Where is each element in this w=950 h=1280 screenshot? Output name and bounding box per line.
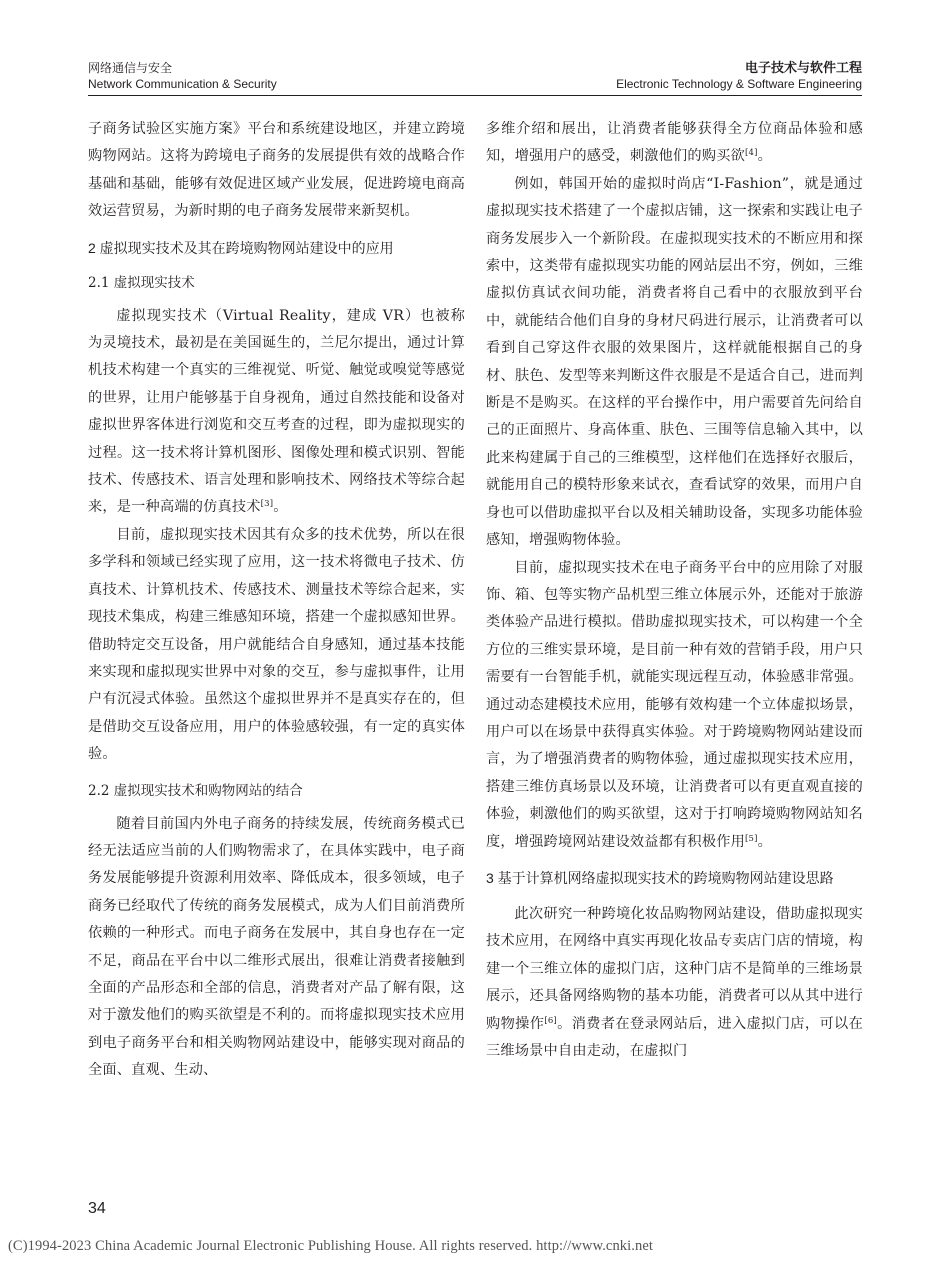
paragraph-continuation: 多维介绍和展出，让消费者能够获得全方位商品体验和感知，增强用户的感受，刺激他们的购买欲[4]。 (486, 121, 863, 165)
journal-title-en: Electronic Technology & Software Engineering (616, 77, 862, 91)
citation-3[interactable]: [3] (260, 499, 274, 510)
section-heading-2: 2 虚拟现实技术及其在跨境购物网站建设中的应用 (88, 239, 394, 256)
paragraph-vr-definition: 虚拟现实技术（Virtual Reality，建成 VR）也被称为灵境技术，最初是在美国诞生的，兰尼尔提出，通过计算机技术构建一个真实的三维视觉、听觉、触觉或嗅觉等感觉的世界，让用户能够基于自身视角，通过自然技能和设备对虚拟世界客体进行浏览和交互考查的过程，即为虚拟现实的过程。这一技术将计算机图形、图像处理和模式识别、智能技术、传感技术、语言处理和影响技术、网络技术等综合起来，是一种高端的仿真技术[3]。 (88, 307, 465, 516)
page-number: 34 (88, 1200, 106, 1217)
citation-4[interactable]: [4] (744, 148, 758, 159)
subsection-heading-2-1: 2.1 虚拟现实技术 (88, 274, 195, 291)
paragraph-vr-applications: 目前，虚拟现实技术因其有众多的技术优势，所以在很多学科和领域已经实现了应用，这一技术将微电子技术、仿真技术、计算机技术、传感技术、测量技术等综合起来，实现技术集成，构建三维感知环境，搭建一个虚拟感知世界。借助特定交互设备，用户就能结合自身感知，通过基本技能来实现和虚拟现实世界中对象的交互，参与虚拟事件，让用户有沉浸式体验。虽然这个虚拟世界并不是真实存在的，但是借助交互设备应用，用户的体验感较强，有一定的真实体验。 (88, 526, 465, 763)
journal-title-cn: 电子技术与软件工程 (744, 60, 862, 75)
copyright-notice: (C)1994-2023 China Academic Journal Electronic Publishing House. All rights reserved. http://www.cnki.net (8, 1238, 654, 1254)
running-header-left (88, 60, 277, 92)
paragraph-ifashion-example: 例如，韩国开始的虚拟时尚店“I-Fashion”，就是通过虚拟现实技术搭建了一个虚拟店铺，这一探索和实践让电子商务发展步入一个新阶段。在虚拟现实技术的不断应用和探索中，这类带有虚拟现实功能的网站层出不穷，例如，三维虚拟仿真试衣间功能，消费者将自己看中的衣服放到平台中，就能结合他们自身的身材尺码进行展示，让消费者可以看到自己穿这件衣服的效果图片，这样就能根据自己的身材、肤色、发型等来判断这件衣服是不是适合自己，进而判断是不是购买。在这样的平台操作中，用户需要首先问给自己的正面照片、身高体重、肤色、三围等信息输入其中，以此来构建属于自己的三维模型，这样他们在选择好衣服后，就能用自己的模特形象来试衣，查看试穿的效果，而用户自身也可以借助虚拟平台以及相关辅助设备，实现多功能体验感知，增强购物体验。 (486, 175, 863, 549)
journal-section-en: Network Communication & Security (88, 77, 277, 91)
citation-5[interactable]: [5] (744, 833, 758, 844)
header-rule (88, 95, 862, 96)
paragraph-tourism-simulation: 目前，虚拟现实技术在电子商务平台中的应用除了对服饰、箱、包等实物产品机型三维立体展示外，还能对于旅游类体验产品进行模拟。借助虚拟现实技术，可以构建一个全方位的三维实景环境，是目前一种有效的营销手段，用户只需要有一台智能手机，就能实现远程互动，体验感非常强。通过动态建模技术应用，能够有效构建一个立体虚拟场景，用户可以在场景中获得真实体验。对于跨境购物网站建设而言，为了增强消费者的购物体验，通过虚拟现实技术应用，搭建三维仿真场景以及环境，让消费者可以有更直观直接的体验，刺激他们的购买欲望，这对于打响跨境购物网站知名度，增强跨境网站建设效益都有积极作用[5]。 (486, 559, 863, 850)
running-header-right (616, 60, 862, 92)
left-column (88, 116, 465, 1085)
section-heading-3: 3 基于计算机网络虚拟现实技术的跨境购物网站建设思路 (486, 869, 834, 886)
subsection-heading-2-2: 2.2 虚拟现实技术和购物网站的结合 (88, 782, 303, 799)
paragraph-ecommerce-combination: 随着目前国内外电子商务的持续发展，传统商务模式已经无法适应当前的人们购物需求了，在具体实践中，电子商务发展能够提升资源利用效率、降低成本，很多领域，电子商务已经取代了传统的商务发展模式，成为人们目前消费所依赖的一种形式。而电子商务在发展中，其自身也存在一定不足，商品在平台中以二维形式展出，很难让消费者接触到全面的产品形态和全部的信息，消费者对产品了解有限，这对于激发他们的购买欲望是不利的。而将虚拟现实技术应用到电子商务平台和相关购物网站建设中，能够实现对商品的全面、直观、生动、 (88, 815, 465, 1079)
right-column (486, 116, 863, 1065)
journal-section-cn: 网络通信与安全 (88, 61, 173, 75)
paragraph-website-design: 此次研究一种跨境化妆品购物网站建设，借助虚拟现实技术应用，在网络中真实再现化妆品专卖店门店的情境，构建一个三维立体的虚拟门店，这种门店不是简单的三维场景展示，还具备网络购物的基本功能，消费者可以从其中进行购物操作[6]。消费者在登录网站后，进入虚拟门店，可以在三维场景中自由走动，在虚拟门 (486, 905, 863, 1059)
citation-6[interactable]: [6] (544, 1015, 557, 1026)
paragraph-intro-continuation: 子商务试验区实施方案》平台和系统建设地区，并建立跨境购物网站。这将为跨境电子商务的发展提供有效的战略合作基础和基础，能够有效促进区域产业发展，促进跨境电商高效运营贸易，为新时期的电子商务发展带来新契机。 (88, 121, 465, 220)
